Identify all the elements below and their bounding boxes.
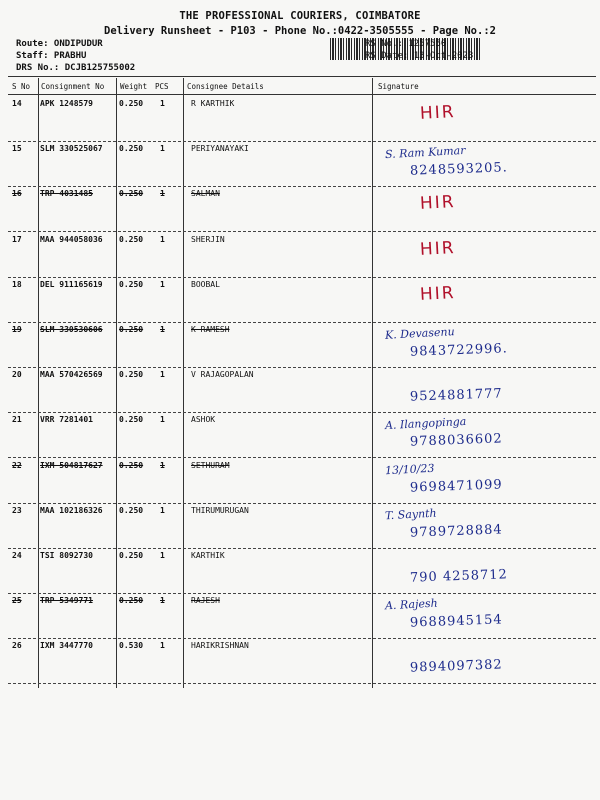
row-weight: 0.250 [119, 461, 144, 470]
row-consignment-no: IXM 504817627 [40, 461, 103, 470]
row-weight: 0.250 [119, 596, 144, 605]
row-signature-phone: 8248593205. [409, 160, 509, 179]
row-consignee: ASHOK [191, 415, 216, 424]
row-sno: 21 [12, 415, 22, 424]
row-weight: 0.250 [119, 506, 144, 515]
row-signature: HIR [419, 192, 457, 214]
row-consignee: SETHURAM [191, 461, 230, 470]
row-sno: 15 [12, 144, 22, 153]
row-signature: K. Devasenu [384, 325, 455, 342]
row-sno: 17 [12, 235, 22, 244]
row-sno: 26 [12, 641, 22, 650]
row-consignment-no: MAA 570426569 [40, 370, 103, 379]
row-sno: 14 [12, 99, 22, 108]
row-consignee: PERIYANAYAKI [191, 144, 249, 153]
row-consignment-no: TSI 8092730 [40, 551, 93, 560]
row-weight: 0.250 [119, 189, 144, 198]
row-consignment-no: SLM 330525067 [40, 144, 103, 153]
row-separator [8, 231, 596, 232]
row-signature: HIR [419, 102, 457, 124]
row-separator [8, 683, 596, 684]
row-consignee: THIRUMURUGAN [191, 506, 249, 515]
column-divider [38, 78, 39, 688]
row-pcs: 1 [160, 144, 165, 153]
row-weight: 0.250 [119, 325, 144, 334]
column-divider [372, 78, 373, 688]
row-sno: 24 [12, 551, 22, 560]
row-weight: 0.250 [119, 99, 144, 108]
row-consignee: SHERJIN [191, 235, 225, 244]
row-consignee: HARIKRISHNAN [191, 641, 249, 650]
column-header-signature: Signature [378, 82, 419, 91]
rs-number: RS No.: 1257550 [365, 39, 447, 49]
row-pcs: 1 [160, 506, 165, 515]
row-consignment-no: DEL 911165619 [40, 280, 103, 289]
row-sno: 20 [12, 370, 22, 379]
row-consignment-no: TRP 5349771 [40, 596, 93, 605]
row-consignment-no: IXM 3447770 [40, 641, 93, 650]
rs-date: RS Date: 13-Oct-2023 [365, 51, 474, 61]
row-consignment-no: VRR 7281401 [40, 415, 93, 424]
row-signature-phone: 9788036602 [409, 431, 503, 450]
row-weight: 0.250 [119, 551, 144, 560]
row-consignee: RAJESH [191, 596, 220, 605]
row-weight: 0.250 [119, 415, 144, 424]
row-pcs: 1 [160, 641, 165, 650]
row-signature-phone: 790 4258712 [409, 567, 509, 586]
staff-label: Staff: PRABHU [16, 51, 87, 61]
row-consignment-no: TRP 4031485 [40, 189, 93, 198]
route-label: Route: ONDIPUDUR [16, 39, 103, 49]
row-signature-phone: 9524881777 [409, 386, 503, 405]
row-pcs: 1 [160, 280, 165, 289]
row-signature: HIR [419, 238, 457, 260]
row-weight: 0.250 [119, 235, 144, 244]
row-weight: 0.530 [119, 641, 144, 650]
row-consignee: V RAJAGOPALAN [191, 370, 254, 379]
column-header-weight: Weight [120, 82, 148, 91]
row-separator [8, 548, 596, 549]
drs-number: DRS No.: DCJB125755002 [16, 63, 136, 73]
row-separator [8, 322, 596, 323]
row-pcs: 1 [160, 370, 165, 379]
row-separator [8, 457, 596, 458]
row-consignment-no: MAA 102186326 [40, 506, 103, 515]
row-separator [8, 412, 596, 413]
row-sno: 16 [12, 189, 22, 198]
row-pcs: 1 [160, 325, 165, 334]
row-pcs: 1 [160, 551, 165, 560]
row-separator [8, 367, 596, 368]
row-consignee: K RAMESH [191, 325, 230, 334]
row-weight: 0.250 [119, 280, 144, 289]
column-header-pcs: PCS [155, 82, 169, 91]
row-signature: A. Ilangopinga [384, 414, 467, 433]
row-signature: A. Rajesh [384, 596, 438, 613]
row-separator [8, 277, 596, 278]
row-signature: HIR [419, 283, 457, 305]
row-weight: 0.250 [119, 370, 144, 379]
column-divider [116, 78, 117, 688]
column-header-sno: S No [12, 82, 31, 91]
runsheet-subtitle: Delivery Runsheet - P103 - Phone No.:0422-3505555 - Page No.:2 [104, 25, 496, 37]
row-sno: 23 [12, 506, 22, 515]
row-separator [8, 141, 596, 142]
row-signature: 13/10/23 [384, 461, 435, 478]
row-consignment-no: MAA 944058036 [40, 235, 103, 244]
row-weight: 0.250 [119, 144, 144, 153]
row-consignee: R KARTHIK [191, 99, 235, 108]
row-consignment-no: SLM 330530606 [40, 325, 103, 334]
column-header-consignment: Consignment No [41, 82, 105, 91]
row-sno: 19 [12, 325, 22, 334]
row-pcs: 1 [160, 596, 165, 605]
row-signature: S. Ram Kumar [384, 143, 466, 162]
column-divider [183, 78, 184, 688]
row-separator [8, 593, 596, 594]
column-header-consignee: Consignee Details [187, 82, 264, 91]
company-title: THE PROFESSIONAL COURIERS, COIMBATORE [179, 10, 421, 22]
row-sno: 18 [12, 280, 22, 289]
header-bottom-rule [8, 94, 596, 95]
row-pcs: 1 [160, 415, 165, 424]
row-signature-phone: 9894097382 [409, 657, 503, 676]
row-separator [8, 503, 596, 504]
row-pcs: 1 [160, 235, 165, 244]
row-signature-phone: 9698471099 [409, 477, 503, 496]
row-sno: 22 [12, 461, 22, 470]
row-pcs: 1 [160, 461, 165, 470]
row-pcs: 1 [160, 99, 165, 108]
header-top-rule [8, 76, 596, 77]
row-consignee: SALMAN [191, 189, 220, 198]
row-signature-phone: 9789728884 [409, 522, 503, 541]
row-signature-phone: 9688945154 [409, 612, 503, 631]
row-separator [8, 638, 596, 639]
row-signature: T. Saynth [384, 506, 437, 523]
row-consignment-no: APK 1248579 [40, 99, 93, 108]
row-sno: 25 [12, 596, 22, 605]
row-separator [8, 186, 596, 187]
row-signature-phone: 9843722996. [409, 341, 509, 360]
row-consignee: BOOBAL [191, 280, 220, 289]
row-consignee: KARTHIK [191, 551, 225, 560]
row-pcs: 1 [160, 189, 165, 198]
